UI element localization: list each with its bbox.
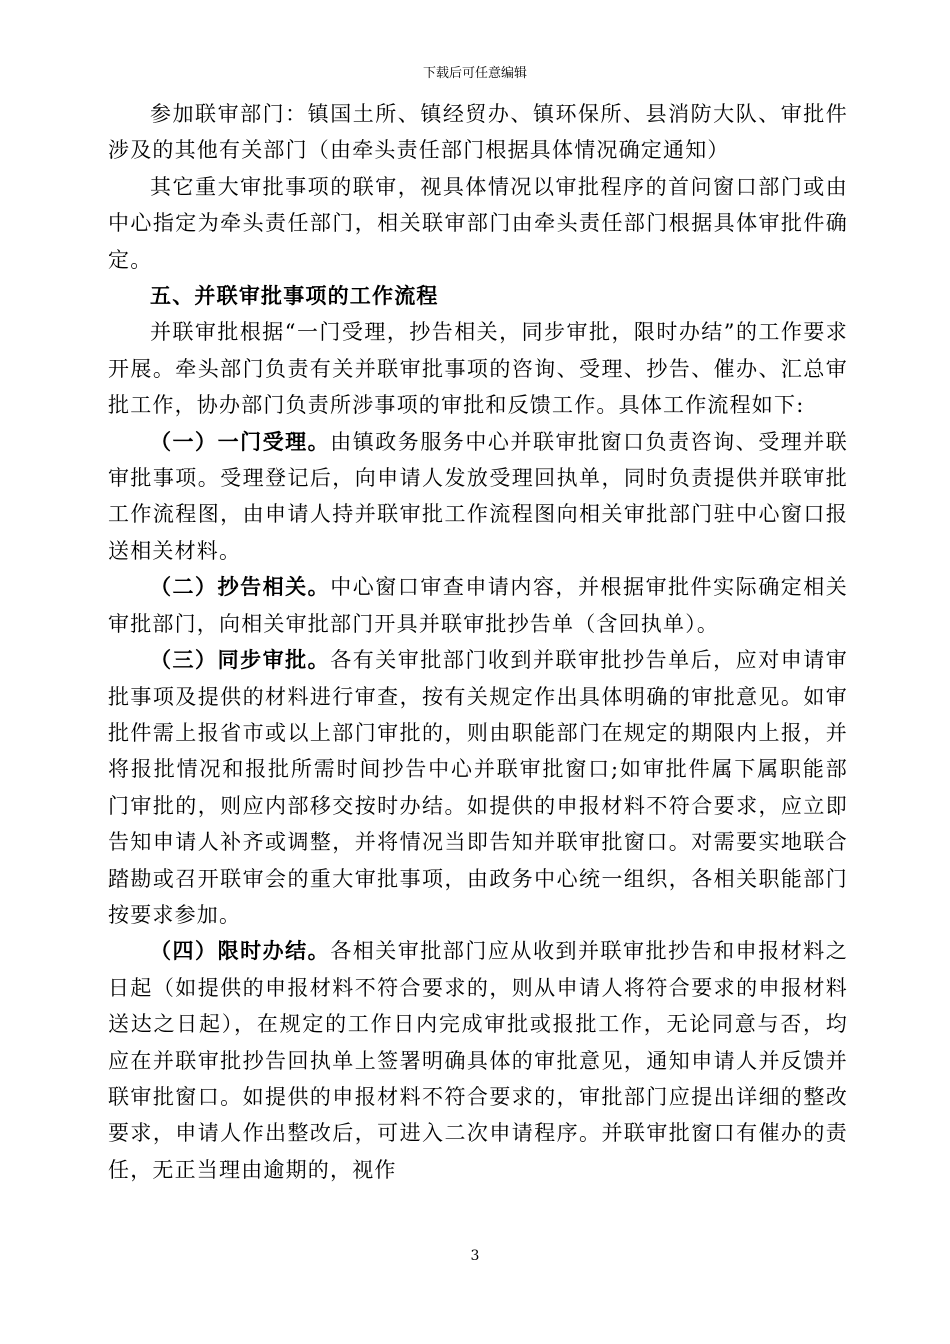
- paragraph-text: 中心窗口审查申请内容，并根据审批件实际确定相关审批部门，向相关审批部门开具并联审批抄告单（含回执单）。: [108, 575, 848, 636]
- step-lead: （二）抄告相关。: [150, 574, 331, 600]
- paragraph-text: 参加联审部门：镇国土所、镇经贸办、镇环保所、县消防大队、审批件涉及的其他有关部门（由牵头责任部门根据具体情况确定通知）: [108, 102, 848, 163]
- paragraph-text: 各相关审批部门应从收到并联审批抄告和申报材料之日起（如提供的申报材料不符合要求的，则从申请人将符合要求的申报材料送达之日起），在规定的工作日内完成审批或报批工作，无论同意与否，均应在并联审批抄告回执单上签署明确具体的审批意见，通知申请人并反馈并联审批窗口。如提供的申报材料不符合要求的，审批部门应提出详细的整改要求，申请人作出整改后，可进入二次申请程序。并联审批窗口有催办的责任，无正当理由逾期的，视作: [108, 939, 848, 1182]
- step-lead: （一）一门受理。: [150, 428, 331, 454]
- paragraph-text: 其它重大审批事项的联审，视具体情况以审批程序的首问窗口部门或由中心指定为牵头责任部门，相关联审部门由牵头责任部门根据具体审批件确定。: [108, 174, 848, 272]
- step-lead: （三）同步审批。: [150, 647, 331, 673]
- section-heading-workflow: [108, 278, 848, 314]
- paragraph-step-one: [108, 424, 848, 570]
- paragraph-participating-departments: [108, 96, 848, 169]
- paragraph-workflow-intro: [108, 314, 848, 423]
- paragraph-step-three: [108, 642, 848, 933]
- paragraph-step-two: [108, 569, 848, 642]
- heading-text: 五、并联审批事项的工作流程: [150, 283, 439, 309]
- page-number: 3: [470, 1248, 480, 1264]
- page-header: 下载后可任意编辑: [422, 66, 527, 81]
- paragraph-step-four: [108, 933, 848, 1188]
- paragraph-text: 各有关审批部门收到并联审批抄告单后，应对申请审批事项及提供的材料进行审查，按有关规定作出具体明确的审批意见。如审批件需上报省市或以上部门审批的，则由职能部门在规定的期限内上报，并将报批情况和报批所需时间抄告中心并联审批窗口;如审批件属下属职能部门审批的，则应内部移交按时办结。如提供的申报材料不符合要求，应立即告知申请人补齐或调整，并将情况当即告知并联审批窗口。对需要实地联合踏勘或召开联审会的重大审批事项，由政务中心统一组织，各相关职能部门按要求参加。: [108, 648, 848, 927]
- step-lead: （四）限时办结。: [150, 938, 331, 964]
- paragraph-text: 并联审批根据“一门受理，抄告相关，同步审批，限时办结”的工作要求开展。牵头部门负责有关并联审批事项的咨询、受理、抄告、催办、汇总审批工作，协办部门负责所涉事项的审批和反馈工作。具体工作流程如下:: [108, 320, 848, 418]
- document-body: [108, 96, 848, 1188]
- paragraph-other-major-items: [108, 169, 848, 278]
- paragraph-text: 由镇政务服务中心并联审批窗口负责咨询、受理并联审批事项。受理登记后，向申请人发放受理回执单，同时负责提供并联审批工作流程图，由申请人持并联审批工作流程图向相关审批部门驻中心窗口报送相关材料。: [108, 429, 848, 563]
